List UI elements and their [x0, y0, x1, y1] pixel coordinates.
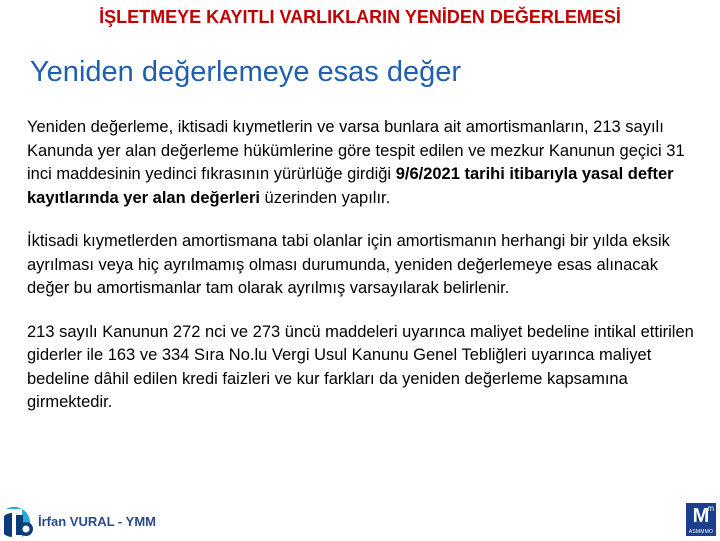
- badge-superscript: m: [707, 504, 714, 513]
- paragraph-1: [27, 116, 697, 210]
- paragraph-1-emphasis: 9/6/2021 tarihi itibarıyla yasal defter kayıtlarında yer alan değerleri: [27, 165, 674, 207]
- paragraph-1-end: üzerinden yapılır.: [259, 188, 391, 207]
- paragraph-1-text: Yeniden değerleme, iktisadi kıymetlerin ve varsa bunlara ait amortismanların, 213 sayılı Kanunda yer alan değerleme hükümlerine göre tespit edilen ve mezkur Kanunun geçici 31 inci maddesinin yedinci fıkrasının yürürlüğe girdiği: [27, 118, 685, 183]
- chamber-badge: [686, 503, 716, 536]
- header-banner: İŞLETMEYE KAYITLI VARLIKLARIN YENİDEN DEĞERLEMESİ: [99, 7, 621, 27]
- paragraph-2: İktisadi kıymetlerden amortismana tabi olanlar için amortismanın herhangi bir yılda eksik ayrılması veya hiç ayrılmamış olması durumunda, yeniden değerlemeye esas alınacak değer bu amortismanlar tam olarak ayrılmış varsayılarak belirlenir.: [27, 232, 670, 297]
- badge-caption: ASMMMO: [688, 529, 714, 535]
- slide-body: [27, 116, 697, 415]
- badge-letter: M: [692, 505, 710, 527]
- slide-title: Yeniden değerlemeye esas değer: [30, 56, 462, 88]
- paragraph-3: 213 sayılı Kanunun 272 nci ve 273 üncü maddeleri uyarınca maliyet bedeline intikal ettirilen giderler ile 163 ve 334 Sıra No.lu Vergi Usul Kanunu Genel Tebliğleri uyarınca maliyet bedeline dâhil edilen kredi faizleri ve kur farkları da yeniden değerleme kapsamına girmektedir.: [27, 322, 694, 411]
- footer-name: İrfan VURAL - YMM: [38, 514, 156, 529]
